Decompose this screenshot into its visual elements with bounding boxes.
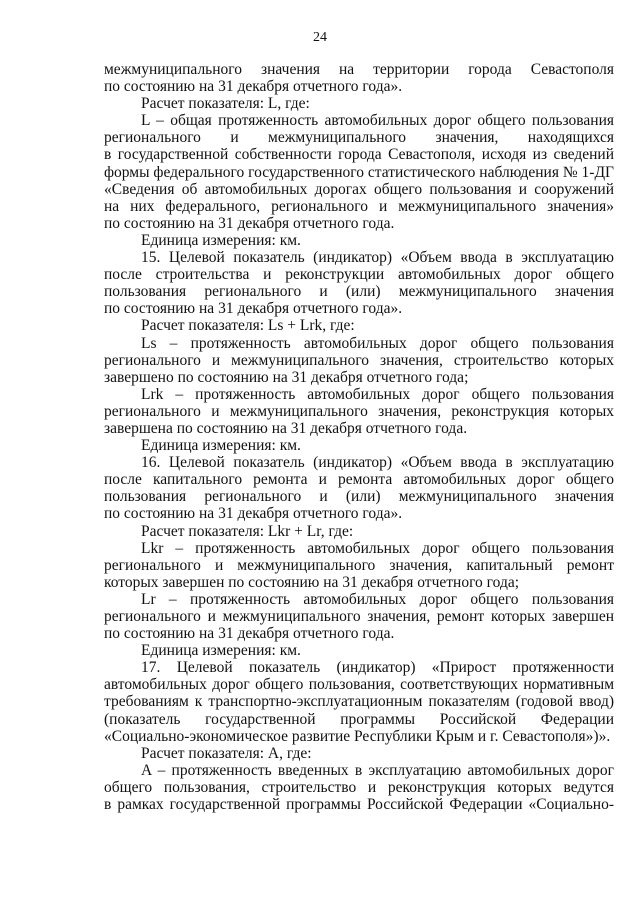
paragraph-def-ls <box>104 335 614 386</box>
text-line: пользования регионального и (или) межмуниципального значения <box>104 283 614 301</box>
paragraph-unit-3 <box>104 642 614 659</box>
text-line: Lr – протяженность автомобильных дорог общего пользования <box>141 590 614 608</box>
text-line: Единица измерения: км. <box>141 437 301 455</box>
text-line: в государственной собственности города Севастополя, исходя из сведений <box>104 146 614 164</box>
text-line: Расчет показателя: L, где: <box>141 95 310 113</box>
text-line: Lkr – протяженность автомобильных дорог общего пользования <box>141 539 614 557</box>
paragraph-def-lrk <box>104 386 614 437</box>
text-line: на них федерального, регионального и межмуниципального значения» <box>104 197 614 215</box>
text-line: A – протяженность введенных в эксплуатацию автомобильных дорог <box>141 761 614 779</box>
paragraph-indicator-17 <box>104 659 614 744</box>
paragraph-calc-ls-lrk <box>104 317 614 334</box>
text-line: Единица измерения: км. <box>141 642 301 660</box>
text-line: 16. Целевой показатель (индикатор) «Объем ввода в эксплуатацию <box>141 454 614 472</box>
text-line: формы федерального государственного статистического наблюдения № 1-ДГ <box>104 163 614 181</box>
paragraph-unit-1 <box>104 232 614 249</box>
text-line: общего пользования, строительство и реконструкция которых ведутся <box>104 778 614 796</box>
text-line: в рамках государственной программы Российской Федерации «Социально- <box>104 796 614 814</box>
paragraph-continuation <box>104 61 614 95</box>
paragraph-calc-a <box>104 745 614 762</box>
text-line: которых завершен по состоянию на 31 декабря отчетного года; <box>104 573 520 591</box>
paragraph-indicator-16 <box>104 454 614 522</box>
text-line: пользования регионального и (или) межмуниципального значения <box>104 488 614 506</box>
text-line: автомобильных дорог общего пользования, соответствующих нормативным <box>104 676 614 694</box>
page-number: 24 <box>313 30 327 45</box>
text-line: L – общая протяженность автомобильных дорог общего пользования <box>141 112 614 130</box>
text-line: регионального и межмуниципального значения, капитальный ремонт <box>104 556 614 574</box>
text-line: по состоянию на 31 декабря отчетного года. <box>104 625 395 643</box>
text-line: завершено по состоянию на 31 декабря отчетного года; <box>104 368 469 386</box>
text-line: регионального и межмуниципального значения, реконструкция которых <box>104 402 614 420</box>
text-line: по состоянию на 31 декабря отчетного года. <box>104 214 395 232</box>
text-line: Lrk – протяженность автомобильных дорог общего пользования <box>141 385 614 403</box>
text-line: Ls – протяженность автомобильных дорог общего пользования <box>141 334 614 352</box>
paragraph-def-l <box>104 112 614 232</box>
text-line: Единица измерения: км. <box>141 231 301 249</box>
paragraph-indicator-15 <box>104 249 614 317</box>
text-line: 17. Целевой показатель (индикатор) «Прирост протяженности <box>141 659 614 677</box>
paragraph-calc-l <box>104 95 614 112</box>
text-line: после капитального ремонта и ремонта автомобильных дорог общего <box>104 471 614 489</box>
paragraph-unit-2 <box>104 437 614 454</box>
text-line: регионального и межмуниципального значения, находящихся <box>104 129 614 147</box>
text-line: регионального и межмуниципального значения, ремонт которых завершен <box>104 608 614 625</box>
text-line: завершена по состоянию на 31 декабря отчетного года. <box>104 419 468 437</box>
text-line: «Социально-экономическое развитие Республики Крым и г. Севастополя»)». <box>104 727 611 745</box>
text-line: по состоянию на 31 декабря отчетного года». <box>104 300 403 318</box>
paragraph-def-a <box>104 762 614 813</box>
text-line: Расчет показателя: Ls + Lrk, где: <box>141 317 355 335</box>
text-line: регионального и межмуниципального значения, строительство которых <box>104 351 614 369</box>
text-line: (показатель государственной программы Российской Федерации <box>104 710 614 728</box>
text-line: после строительства и реконструкции автомобильных дорог общего <box>104 266 614 284</box>
text-line: «Сведения об автомобильных дорогах общего пользования и сооружений <box>104 180 614 198</box>
paragraph-def-lr <box>104 591 614 642</box>
document-body <box>104 61 614 813</box>
text-line: требованиям к транспортно-эксплуатационным показателям (годовой ввод) <box>104 693 614 711</box>
text-line: Расчет показателя: Lkr + Lr, где: <box>141 522 354 540</box>
text-line: 15. Целевой показатель (индикатор) «Объем ввода в эксплуатацию <box>141 249 614 267</box>
text-line: по состоянию на 31 декабря отчетного года». <box>104 505 403 523</box>
paragraph-def-lkr <box>104 540 614 591</box>
text-line: по состоянию на 31 декабря отчетного года». <box>104 78 403 96</box>
paragraph-calc-lkr-lr <box>104 523 614 540</box>
text-line: Расчет показателя: A, где: <box>141 744 312 762</box>
text-line: межмуниципального значения на территории города Севастополя <box>104 61 614 78</box>
